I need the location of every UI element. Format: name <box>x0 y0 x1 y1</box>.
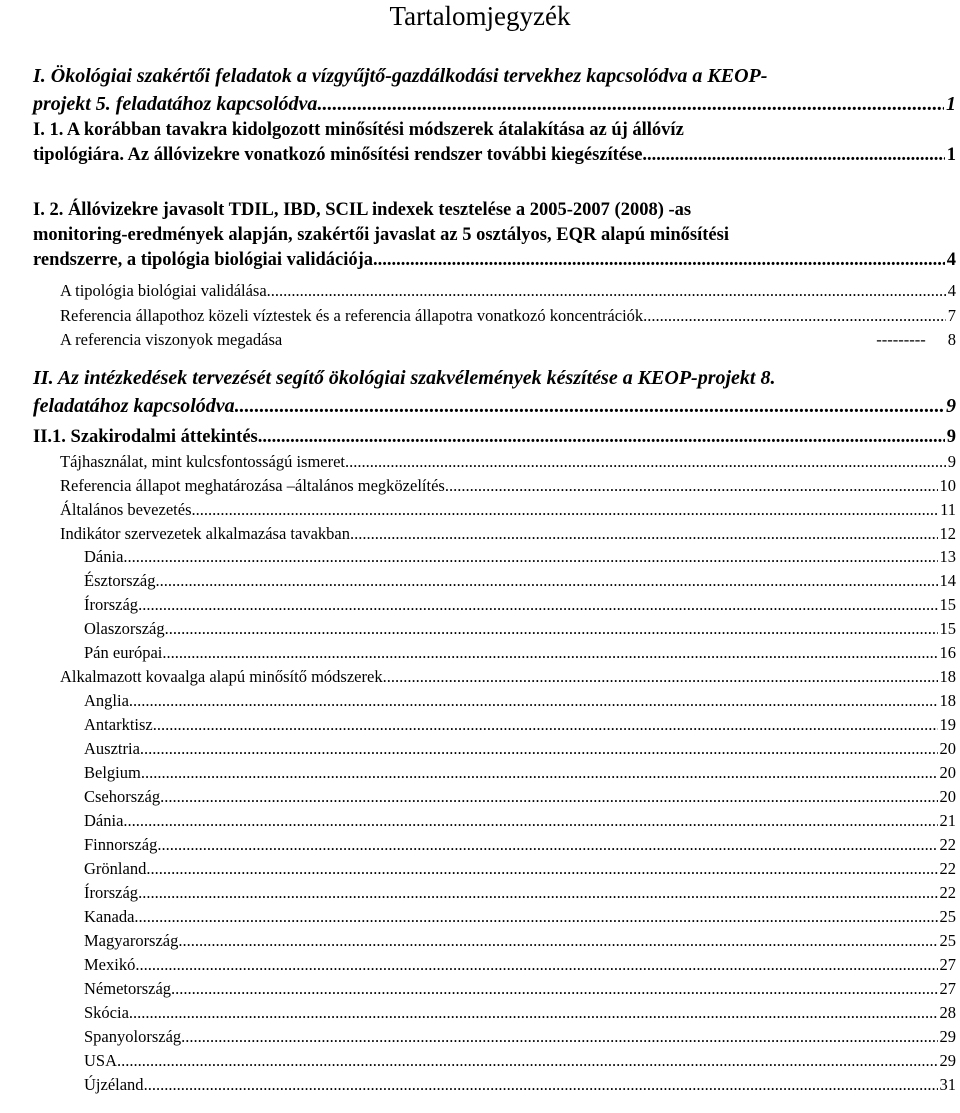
toc-page-number: 16 <box>939 643 956 662</box>
toc-dot-leader <box>157 833 937 857</box>
toc-entry-label: Tájhasználat, mint kulcsfontosságú ismeret <box>60 452 346 471</box>
toc-dot-leader <box>267 279 946 303</box>
toc-entry[interactable] <box>60 328 956 352</box>
toc-entry-label: Írország <box>84 595 139 614</box>
toc-entry-label: Dánia <box>84 547 124 566</box>
toc-entry-line <box>84 1001 956 1025</box>
toc-entry-label: projekt 5. feladatához kapcsolódva <box>33 93 318 115</box>
toc-entry[interactable] <box>60 522 956 546</box>
toc-page-number: 29 <box>939 1027 956 1046</box>
toc-dot-leader <box>345 450 946 474</box>
toc-entry-label: Grönland <box>84 859 147 878</box>
toc-dot-leader <box>155 569 937 593</box>
toc-entry[interactable] <box>60 665 956 689</box>
toc-dash-leader: --------- <box>876 330 926 349</box>
toc-entry-line <box>60 474 956 498</box>
toc-entry-label: Skócia <box>84 1003 129 1022</box>
toc-entry[interactable] <box>84 953 956 977</box>
toc-entry-label: Németország <box>84 979 172 998</box>
toc-title: Tartalomjegyzék <box>389 1 571 31</box>
toc-page-number: 12 <box>939 524 956 543</box>
toc-dot-leader <box>160 785 937 809</box>
toc-page-number: 1 <box>946 93 956 115</box>
toc-entry[interactable] <box>84 785 956 809</box>
toc-entry-line <box>33 90 956 118</box>
toc-entry-label: Mexikó <box>84 955 136 974</box>
toc-entry[interactable] <box>84 1073 956 1097</box>
toc-page-number: 19 <box>939 715 956 734</box>
toc-entry-label: Újzéland <box>84 1075 144 1094</box>
toc-entry-line <box>60 522 956 546</box>
toc-entry-line <box>60 665 956 689</box>
toc-entry-line <box>84 1025 956 1049</box>
toc-entry-line <box>84 929 956 953</box>
toc-entry-line <box>84 953 956 977</box>
toc-page-number: 11 <box>940 500 956 519</box>
toc-entry-line <box>60 328 956 352</box>
toc-page-number: 27 <box>939 979 956 998</box>
toc-entry[interactable] <box>60 450 956 474</box>
toc-entry-line <box>84 617 956 641</box>
toc-entry[interactable] <box>84 905 956 929</box>
toc-dot-leader <box>235 392 944 420</box>
toc-entry[interactable] <box>60 498 956 522</box>
toc-entry[interactable] <box>84 857 956 881</box>
toc-entry-line <box>60 450 956 474</box>
toc-entry[interactable] <box>84 593 956 617</box>
toc-page-number: 15 <box>939 595 956 614</box>
toc-dot-leader <box>153 713 938 737</box>
toc-entry[interactable] <box>33 364 956 420</box>
toc-entry[interactable] <box>84 569 956 593</box>
toc-entry[interactable] <box>84 833 956 857</box>
toc-page-number: 20 <box>939 787 956 806</box>
toc-entry-label: USA <box>84 1051 118 1070</box>
toc-entry[interactable] <box>84 713 956 737</box>
toc-page-number: 22 <box>939 835 956 854</box>
toc-page-number: 27 <box>939 955 956 974</box>
toc-page-number: 4 <box>946 250 956 270</box>
toc-entry-label: Dánia <box>84 811 124 830</box>
toc-dot-leader <box>134 905 937 929</box>
toc-page-number: 25 <box>939 907 956 926</box>
toc-entry-label: Írország <box>84 883 139 902</box>
toc-entry[interactable] <box>84 1049 956 1073</box>
toc-entry-label: Antarktisz <box>84 715 153 734</box>
toc-dot-leader <box>144 1073 938 1097</box>
toc-page-number: 9 <box>946 427 956 447</box>
toc-entry[interactable] <box>84 761 956 785</box>
toc-dot-leader <box>178 929 937 953</box>
toc-entry[interactable] <box>84 617 956 641</box>
toc-entry-line <box>84 1049 956 1073</box>
toc-entry[interactable] <box>33 198 956 273</box>
toc-entry-line: II. Az intézkedések tervezését segítő ökológiai szakvélemények készítése a KEOP-projekt 8. <box>33 367 776 389</box>
toc-entry-label: feladatához kapcsolódva <box>33 395 235 417</box>
toc-page-number: 22 <box>939 859 956 878</box>
toc-entry-line <box>84 833 956 857</box>
toc-entry-label: Anglia <box>84 691 129 710</box>
toc-entry-label: Csehország <box>84 787 161 806</box>
toc-page-number: 25 <box>939 931 956 950</box>
toc-entry-line <box>84 713 956 737</box>
toc-page-number: 28 <box>939 1003 956 1022</box>
toc-entry[interactable] <box>33 62 956 118</box>
toc-entry-label: Olaszország <box>84 619 165 638</box>
toc-entry-line <box>84 785 956 809</box>
toc-page-number: 18 <box>939 667 956 686</box>
toc-dot-leader <box>317 90 944 118</box>
toc-entry-line <box>84 569 956 593</box>
toc-entry[interactable] <box>60 304 956 328</box>
toc-dot-leader <box>140 737 938 761</box>
toc-entry-line <box>60 279 956 303</box>
toc-entry-label: tipológiára. Az állóvizekre vonatkozó minősítési rendszer további kiegészítése. <box>33 145 648 165</box>
toc-entry-line <box>84 737 956 761</box>
toc-entry[interactable] <box>84 1025 956 1049</box>
toc-page-number: 10 <box>939 476 956 495</box>
toc-dot-leader <box>129 689 938 713</box>
toc-entry-line <box>84 857 956 881</box>
toc-entry[interactable] <box>84 929 956 953</box>
toc-page-number: 31 <box>939 1075 956 1094</box>
toc-entry-label: II.1. Szakirodalmi áttekintés <box>33 427 258 447</box>
toc-entry-line <box>84 593 956 617</box>
toc-dot-leader <box>191 498 938 522</box>
toc-dot-leader <box>165 617 938 641</box>
toc-entry-label: Finnország <box>84 835 158 854</box>
toc-entry[interactable] <box>84 977 956 1001</box>
toc-entry-line: I. 1. A korábban tavakra kidolgozott minősítési módszerek átalakítása az új állóvíz <box>33 120 684 140</box>
toc-entry-label: Magyarország <box>84 931 179 950</box>
toc-entry-label: Észtország <box>84 571 156 590</box>
toc-dot-leader <box>643 304 946 328</box>
toc-entry-label: Ausztria <box>84 739 140 758</box>
toc-dot-leader <box>123 809 937 833</box>
toc-page-number: 9 <box>947 452 956 471</box>
toc-dot-leader <box>350 522 938 546</box>
toc-dot-leader <box>117 1049 937 1073</box>
toc-entry-line <box>84 641 956 665</box>
toc-entry[interactable] <box>84 545 956 569</box>
toc-dot-leader <box>383 665 938 689</box>
toc-dot-leader <box>162 641 937 665</box>
toc-entry-line <box>60 498 956 522</box>
toc-entry-label: Kanada <box>84 907 135 926</box>
toc-entry-label: A tipológia biológiai validálása <box>60 281 267 300</box>
toc-page-number: 22 <box>939 883 956 902</box>
toc-page-number: 8 <box>947 330 956 349</box>
toc-dot-leader <box>258 425 945 450</box>
toc-entry-label: Indikátor szervezetek alkalmazása tavakban <box>60 524 350 543</box>
toc-entry-line <box>84 977 956 1001</box>
toc-entry-line <box>84 809 956 833</box>
toc-page-number: 7 <box>947 306 956 325</box>
toc-entry[interactable] <box>84 1001 956 1025</box>
toc-entry[interactable] <box>84 641 956 665</box>
toc-page-number: 29 <box>939 1051 956 1070</box>
toc-entry-label: Pán európai <box>84 643 163 662</box>
toc-dot-leader <box>445 474 938 498</box>
toc-page-number: 20 <box>939 763 956 782</box>
toc-entry-line <box>84 761 956 785</box>
toc-entry-line <box>60 304 956 328</box>
toc-dot-leader <box>647 143 945 168</box>
toc-dot-leader <box>129 1001 938 1025</box>
toc-entry[interactable] <box>84 881 956 905</box>
toc-dot-leader <box>141 761 938 785</box>
toc-entry[interactable] <box>84 737 956 761</box>
toc-entry-label: Alkalmazott kovaalga alapú minősítő módszerek <box>60 667 383 686</box>
toc-dot-leader <box>181 1025 937 1049</box>
toc-entry-label: rendszerre, a tipológia biológiai validációja. <box>33 250 378 270</box>
toc-page-number: 4 <box>947 281 956 300</box>
toc-entry[interactable] <box>60 279 956 303</box>
toc-page-number: 13 <box>939 547 956 566</box>
toc-page-number: 20 <box>939 739 956 758</box>
toc-entry-line <box>33 143 956 168</box>
toc-entry[interactable] <box>33 425 956 450</box>
toc-page-number: 18 <box>939 691 956 710</box>
toc-dot-leader <box>171 977 937 1001</box>
toc-entry-label: Referencia állapothoz közeli víztestek és a referencia állapotra vonatkozó koncentrációk <box>60 306 644 325</box>
toc-entry-label: Általános bevezetés <box>60 500 192 519</box>
toc-entry-line <box>84 881 956 905</box>
toc-entry-line <box>84 545 956 569</box>
toc-entry-line <box>84 905 956 929</box>
toc-dot-leader <box>378 248 945 273</box>
toc-entry-line <box>33 425 956 450</box>
toc-entry-label: A referencia viszonyok megadása <box>60 330 283 349</box>
toc-page-number: 9 <box>946 395 956 417</box>
toc-page-number: 14 <box>939 571 956 590</box>
toc-entry-line <box>84 1073 956 1097</box>
toc-dot-leader <box>123 545 937 569</box>
toc-page-number: 21 <box>939 811 956 830</box>
toc-entry[interactable] <box>84 689 956 713</box>
toc-entry[interactable] <box>33 118 956 168</box>
toc-entry-line: I. Ökológiai szakértői feladatok a vízgyűjtő-gazdálkodási tervekhez kapcsolódva a KEOP- <box>33 65 768 87</box>
toc-entry-label: Referencia állapot meghatározása –általános megközelítés <box>60 476 445 495</box>
toc-entry[interactable] <box>60 474 956 498</box>
toc-entry-line: I. 2. Állóvizekre javasolt TDIL, IBD, SCIL indexek tesztelése a 2005-2007 (2008) -as <box>33 200 692 220</box>
toc-dot-leader <box>135 953 937 977</box>
toc-dot-leader <box>138 593 937 617</box>
toc-page-number: 1 <box>946 145 956 165</box>
toc-page-number: 15 <box>939 619 956 638</box>
toc-entry-line <box>33 248 956 273</box>
toc-entry-line: monitoring-eredmények alapján, szakértői javaslat az 5 osztályos, EQR alapú minősítési <box>33 225 729 245</box>
toc-entry-line <box>84 689 956 713</box>
toc-entry-label: Spanyolország <box>84 1027 182 1046</box>
toc-dot-leader <box>146 857 937 881</box>
toc-entry-line <box>33 392 956 420</box>
toc-entry[interactable] <box>84 809 956 833</box>
toc-dot-leader <box>138 881 937 905</box>
toc-entry-label: Belgium <box>84 763 141 782</box>
